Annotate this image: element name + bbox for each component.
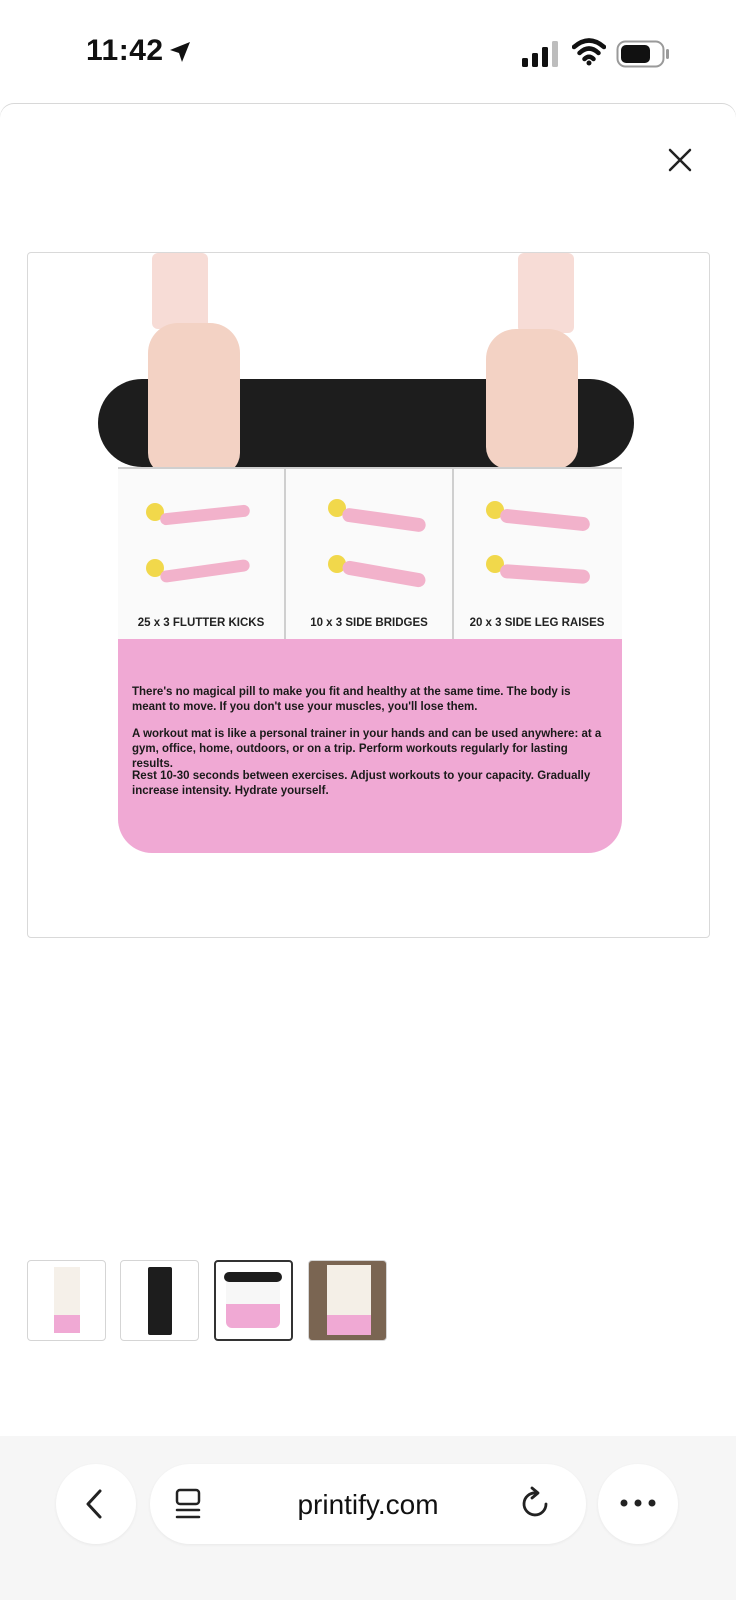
wifi-icon [572, 38, 606, 66]
battery-icon [616, 40, 670, 68]
mat-paragraph: There's no magical pill to make you fit and healthy at the same time. The body is meant to move. If you don't use your muscles, you'll lose them. [132, 686, 571, 713]
mat-text-panel [118, 639, 622, 853]
exercise-figure [341, 560, 426, 588]
thumbnail-mat-rolled[interactable] [214, 1260, 293, 1341]
close-icon[interactable] [660, 140, 700, 180]
status-bar [0, 0, 736, 100]
thumb-mat-pink [226, 1304, 280, 1328]
exercise-figure [160, 504, 251, 525]
exercise-label: 25 x 3 FLUTTER KICKS [137, 617, 265, 629]
exercise-card [118, 469, 284, 639]
exercise-figure [341, 507, 426, 533]
exercise-label: 10 x 3 SIDE BRIDGES [310, 617, 428, 629]
exercise-panel [118, 467, 622, 641]
exercise-figure [160, 559, 251, 583]
right-arm [518, 253, 574, 333]
url-text[interactable]: printify.com [297, 1489, 439, 1520]
left-hand [148, 323, 240, 475]
exercise-card [286, 469, 452, 639]
mat-paragraph: A workout mat is like a personal trainer in your hands and can be used anywhere: at a gym, office, home, outdoors, or on a trip. Perform workouts regularly for lasting results. [132, 728, 602, 770]
reload-icon[interactable] [520, 1486, 552, 1520]
thumbnail-mat-black[interactable] [120, 1260, 199, 1341]
product-image-sheet [0, 104, 736, 1434]
exercise-card [454, 469, 620, 639]
thumb-mat-pink [54, 1315, 80, 1333]
thumb-mat-pink [327, 1315, 371, 1335]
cellular-signal-icon [522, 41, 560, 67]
status-time: 11:42 [86, 34, 164, 67]
location-arrow-icon [168, 40, 192, 64]
thumb-roll [224, 1272, 282, 1282]
exercise-figure [500, 564, 591, 584]
thumbnail-mat-front[interactable] [27, 1260, 106, 1341]
thumb-mat [148, 1267, 172, 1335]
more-button[interactable] [598, 1464, 678, 1544]
more-icon [618, 1496, 658, 1510]
main-product-image[interactable] [27, 252, 710, 938]
exercise-label: 20 x 3 SIDE LEG RAISES [469, 617, 605, 629]
back-button[interactable] [56, 1464, 136, 1544]
address-bar[interactable] [150, 1464, 586, 1544]
thumb-mat-white [226, 1282, 280, 1304]
back-icon [82, 1488, 110, 1520]
left-arm [152, 253, 208, 329]
browser-toolbar [0, 1436, 736, 1600]
thumbnail-mat-lifestyle[interactable] [308, 1260, 387, 1341]
exercise-figure [500, 508, 591, 531]
right-hand [486, 329, 578, 469]
mat-paragraph: Rest 10-30 seconds between exercises. Adjust workouts to your capacity. Gradually increase intensity. Hydrate yourself. [132, 770, 591, 797]
